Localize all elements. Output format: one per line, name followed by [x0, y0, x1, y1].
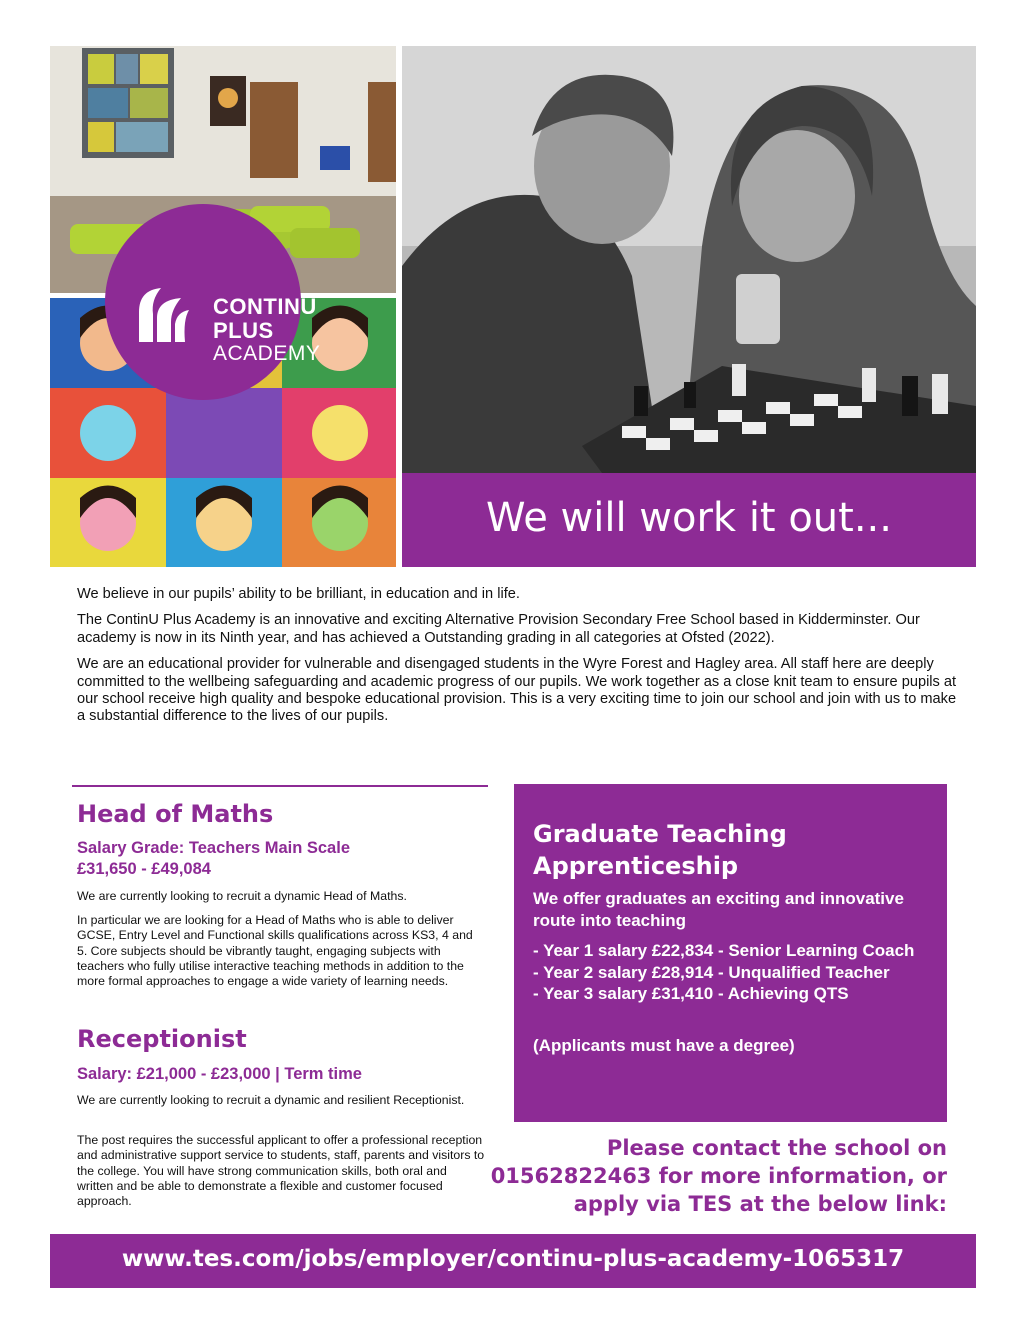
intro-section — [77, 586, 957, 735]
receptionist-paragraph-2: The post requires the successful applicant to offer a professional reception and administrative support service to students, staff, parents and visitors to the college. You will have strong communication skills, both oral and written and be able to demonstrate a flexible and customer focused approach. — [77, 1133, 485, 1209]
graduate-salary-list — [533, 940, 945, 1005]
contact-text: Please contact the school on 01562822463 for more information, or apply via TES at the below link: — [490, 1136, 947, 1216]
head-of-maths-salary-grade: Salary Grade: Teachers Main Scale — [77, 839, 350, 857]
tes-jobs-link[interactable]: www.tes.com/jobs/employer/continu-plus-academy-1065317 — [121, 1246, 905, 1272]
head-of-maths-title: Head of Maths — [77, 800, 274, 828]
graduate-intro: We offer graduates an exciting and innovative route into teaching — [533, 889, 904, 930]
tagline: We will work it out... — [486, 495, 892, 541]
intro-paragraph-2: The ContinU Plus Academy is an innovative and exciting Alternative Provision Secondary Free School based in Kidderminster. Our academy is now in its Ninth year, and has achieved a Outstanding grading in all categories at Ofsted (2022). — [77, 612, 920, 646]
graduate-apprenticeship-box — [514, 784, 947, 1122]
receptionist-paragraph-1: We are currently looking to recruit a dynamic and resilient Receptionist. — [77, 1093, 465, 1107]
graduate-salary-item: - Year 3 salary £31,410 - Achieving QTS — [533, 984, 849, 1003]
head-of-maths-paragraph-1: We are currently looking to recruit a dynamic Head of Maths. — [77, 889, 407, 903]
receptionist-salary: Salary: £21,000 - £23,000 | Term time — [77, 1065, 362, 1083]
logo-text-line3: ACADEMY — [213, 342, 321, 365]
head-of-maths-paragraph-2: In particular we are looking for a Head of Maths who is able to deliver GCSE, Entry Level and Functional skills qualifications across KS3, 4 and 5. Core subjects should be vibrantly taught, engaging subjects with teachers who fully utilise interactive teaching methods in addition to the more formal approaches to engage a wide variety of learning needs. — [77, 913, 473, 989]
head-of-maths-salary-range: £31,650 - £49,084 — [77, 860, 211, 878]
graduate-salary-item: - Year 2 salary £28,914 - Unqualified Teacher — [533, 962, 890, 982]
section-divider — [72, 785, 488, 787]
tagline-banner — [402, 473, 976, 567]
graduate-title: Graduate Teaching Apprenticeship — [533, 820, 787, 880]
receptionist-title: Receptionist — [77, 1025, 247, 1053]
academy-logo — [105, 204, 321, 400]
intro-paragraph-3: We are an educational provider for vulnerable and disengaged students in the Wyre Forest and Hagley area. All staff here are deeply committed to the wellbeing safeguarding and academic progress of our pupils. We work together as a close knit team to ensure pupils at our school receive high quality and bespoke educational provision. This is a very exciting time to join our school and join with us to make a substantial difference to the lives of our pupils. — [77, 656, 957, 725]
url-banner — [50, 1234, 976, 1288]
logo-mark-icon — [131, 284, 191, 346]
logo-text-line2: PLUS — [213, 318, 274, 343]
graduate-salary-item: - Year 1 salary £22,834 - Senior Learning Coach — [533, 941, 915, 960]
graduate-degree-note: (Applicants must have a degree) — [533, 1036, 795, 1055]
logo-text-line1: CONTINU — [213, 294, 317, 319]
intro-paragraph-1: We believe in our pupils’ ability to be brilliant, in education and in life. — [77, 586, 520, 602]
students-playing-chess-photo — [402, 46, 976, 473]
